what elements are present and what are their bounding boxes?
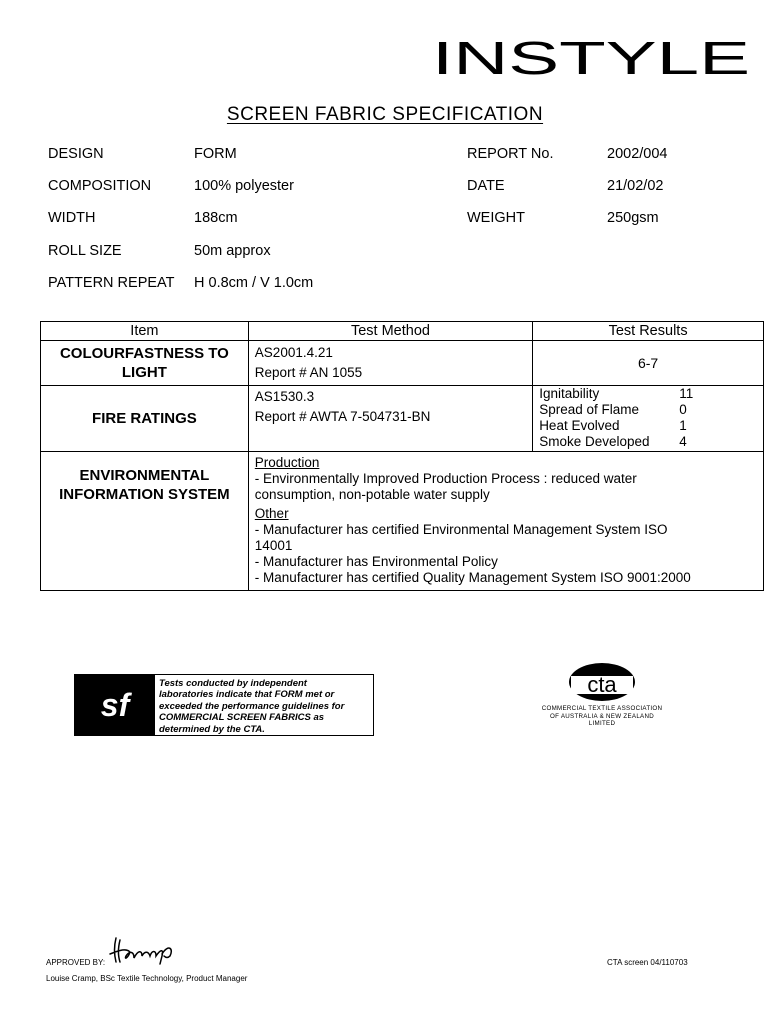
spec-label-width: WIDTH — [48, 210, 96, 226]
table-row-environmental — [41, 452, 764, 591]
cta-name-line: LIMITED — [588, 720, 616, 727]
production-text: consumption, non-potable water supply — [254, 487, 490, 502]
sf-certification-badge — [74, 674, 374, 736]
spec-value-composition: 100% polyester — [194, 178, 294, 194]
method-colourfastness-report: Report # AN 1055 — [254, 365, 363, 380]
spec-value-date: 21/02/02 — [607, 178, 664, 194]
fire-result-value: 1 — [679, 418, 687, 433]
table-row-fire — [41, 386, 764, 452]
other-heading: Other — [254, 506, 289, 521]
result-fire — [533, 386, 764, 452]
fire-results-list — [533, 386, 763, 450]
table-row-colourfastness — [41, 341, 764, 386]
cta-logo-letters: cta — [587, 672, 617, 697]
cta-logo — [540, 662, 664, 728]
cta-logo-mark — [567, 662, 637, 702]
method-fire-standard: AS1530.3 — [254, 389, 315, 404]
spec-label-weight: WEIGHT — [467, 210, 525, 226]
environmental-details — [248, 452, 763, 591]
method-fire — [248, 386, 532, 452]
cta-name — [540, 705, 664, 728]
fire-result-label: Ignitability — [539, 386, 600, 401]
title-text: SCREEN FABRIC SPECIFICATION — [226, 104, 544, 125]
sf-statement-line: COMMERCIAL SCREEN FABRICS as — [159, 712, 325, 724]
spec-label-composition: COMPOSITION — [48, 178, 152, 194]
other-text: - Manufacturer has certified Environmental Management System ISO — [254, 522, 668, 537]
item-colourfastness — [41, 341, 249, 386]
fire-result-value: 11 — [679, 386, 694, 401]
header-item: Item — [41, 322, 249, 341]
document-reference: CTA screen 04/110703 — [607, 958, 688, 967]
spec-value-pattern-repeat: H 0.8cm / V 1.0cm — [194, 275, 314, 291]
production-text: - Environmentally Improved Production Process : reduced water — [254, 471, 637, 486]
table-header-row — [41, 322, 764, 341]
spec-label-report-no: REPORT No. — [467, 146, 554, 162]
method-fire-report: Report # AWTA 7-504731-BN — [254, 409, 431, 424]
method-colourfastness-standard: AS2001.4.21 — [254, 345, 333, 360]
page-title — [0, 104, 770, 126]
item-environmental-line1: ENVIRONMENTAL — [79, 467, 210, 484]
other-text: - Manufacturer has Environmental Policy — [254, 554, 498, 569]
header-test-results: Test Results — [533, 322, 764, 341]
cta-name-line: COMMERCIAL TEXTILE ASSOCIATION — [541, 705, 663, 712]
signature — [100, 934, 184, 971]
item-colourfastness-line2: LIGHT — [121, 364, 167, 381]
sf-logo: sf — [75, 675, 155, 735]
item-environmental — [41, 452, 249, 591]
sf-statement-line: laboratories indicate that FORM met or — [159, 689, 335, 701]
item-colourfastness-line1: COLOURFASTNESS TO — [59, 345, 229, 362]
spec-label-date: DATE — [467, 178, 505, 194]
spec-label-design: DESIGN — [48, 146, 104, 162]
other-text: 14001 — [254, 538, 293, 553]
fire-result-value: 0 — [679, 402, 687, 417]
spec-value-roll-size: 50m approx — [194, 243, 271, 259]
sf-statement-line: exceeded the performance guidelines for — [159, 700, 345, 712]
method-colourfastness — [248, 341, 532, 386]
header-test-method: Test Method — [248, 322, 532, 341]
sf-statement — [155, 675, 348, 735]
spec-value-design: FORM — [194, 146, 237, 162]
cta-name-line: OF AUSTRALIA & NEW ZEALAND — [549, 712, 655, 720]
brand-logo-text: INSTYLE — [432, 38, 750, 78]
result-colourfastness: 6-7 — [533, 341, 764, 386]
fire-result-value: 4 — [679, 434, 687, 449]
spec-value-width: 188cm — [194, 210, 238, 226]
sf-statement-line: Tests conducted by independent — [159, 678, 307, 689]
spec-value-report-no: 2002/004 — [607, 146, 668, 162]
test-results-table — [40, 321, 764, 591]
spec-label-roll-size: ROLL SIZE — [48, 243, 122, 259]
brand-logo — [432, 38, 752, 78]
production-heading: Production — [254, 455, 320, 470]
approved-by-label: APPROVED BY: — [46, 958, 106, 967]
fire-result-label: Heat Evolved — [539, 418, 620, 433]
fire-result-label: Spread of Flame — [539, 402, 639, 417]
spec-label-pattern-repeat: PATTERN REPEAT — [48, 275, 175, 291]
other-text: - Manufacturer has certified Quality Management System ISO 9001:2000 — [254, 570, 691, 585]
spec-value-weight: 250gsm — [607, 210, 659, 226]
fire-result-label: Smoke Developed — [539, 434, 650, 449]
approver-name: Louise Cramp, BSc Textile Technology, Product Manager — [46, 974, 248, 983]
item-environmental-line2: INFORMATION SYSTEM — [59, 486, 230, 503]
item-fire-ratings: FIRE RATINGS — [41, 386, 249, 452]
sf-statement-line: determined by the CTA. — [159, 723, 265, 735]
